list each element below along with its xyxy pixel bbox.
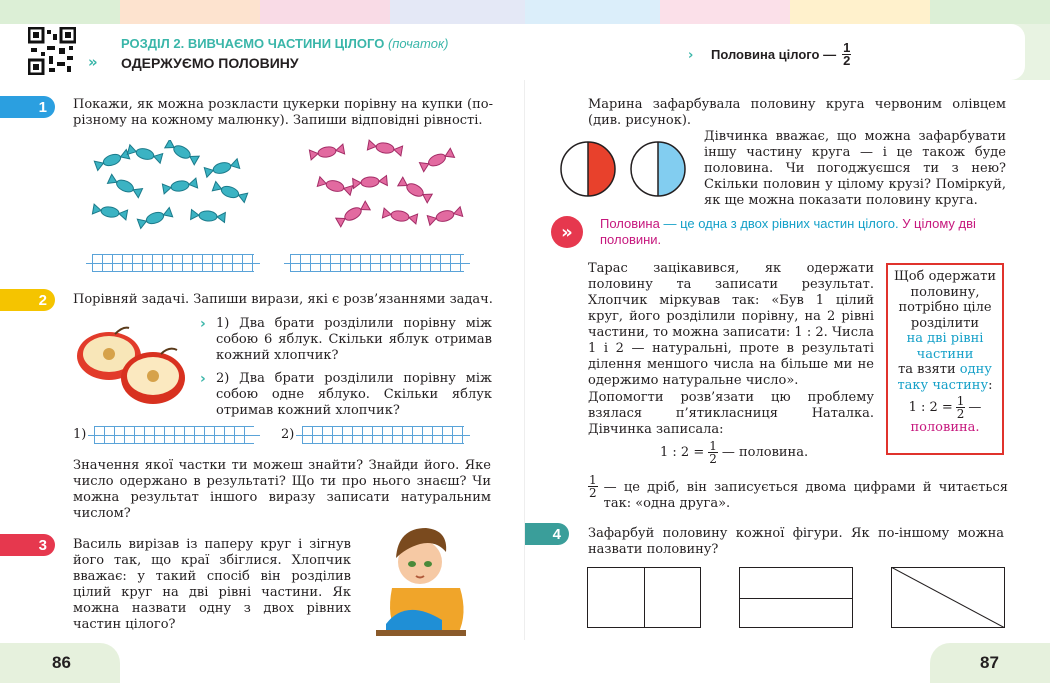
task-4-number: 4 — [552, 525, 561, 543]
rule-line-1: Щоб одержати половину, потрібно ціле розділити — [893, 269, 997, 331]
eq-right: — половина. — [721, 444, 809, 460]
eq-fraction — [708, 440, 718, 465]
definition-tail: У цілому дві половини. — [600, 216, 976, 247]
top-band-5 — [525, 0, 660, 24]
taras-text: Тарас зацікавився, як одержати половину та записати результат. Хлопчик міркував так: «Був 1 цілий круг, його розділили порівну, на 2 рівні частини, то можна записати: 1 : 2. Числа 1 і 2 — натуральні, проте в результаті ділення меншого числа на більше ми не одержимо натуральне число». — [588, 261, 874, 388]
shape-square-vertical[interactable] — [587, 567, 701, 628]
definition-icon: » — [551, 216, 583, 248]
grid-label-1: 1) — [73, 427, 87, 442]
right-page-number: 87 — [980, 653, 999, 672]
boy-illustration — [372, 518, 470, 636]
top-band-1 — [0, 0, 120, 24]
horizontal-divider — [740, 598, 852, 599]
task-2-problem-2: 2) Два брати розділили порівну між собою одне яблуко. Скільки яблук отримав кожний хлопчик? — [216, 371, 492, 418]
chevron-icon-p1: › — [200, 316, 206, 332]
top-band-7 — [790, 0, 930, 24]
shape-square-horizontal[interactable] — [739, 567, 853, 628]
rule-eq: 1 : 2 = — [908, 399, 953, 415]
blue-half-circle — [629, 140, 687, 198]
section-title — [121, 36, 448, 51]
qr-code-icon — [28, 27, 76, 75]
task-2-marker — [0, 289, 55, 311]
double-chevron-icon: » — [88, 53, 98, 71]
header-frac-den: 2 — [843, 53, 851, 68]
chevron-icon: › — [688, 48, 694, 63]
vertical-divider — [644, 568, 645, 627]
right-header-title — [711, 42, 851, 67]
pink-candies-illustration — [305, 138, 465, 230]
explain-fraction — [588, 474, 598, 499]
grid-label-2: 2) — [281, 427, 295, 442]
rule-take: та взяти — [898, 362, 956, 377]
answer-grid-2b[interactable] — [302, 426, 464, 444]
task-4-marker — [525, 523, 569, 545]
answer-grid-2a[interactable] — [94, 426, 254, 444]
header-fraction — [842, 42, 851, 67]
top-band-6 — [660, 0, 790, 24]
task-1-number: 1 — [38, 98, 47, 116]
explain-num: 1 — [589, 473, 597, 487]
marina-text: Марина зафарбувала половину круга червоним олівцем (див. рисунок). — [588, 97, 1006, 128]
fraction-explanation — [588, 472, 1008, 512]
section-note: (початок) — [387, 36, 449, 51]
red-half-circle — [559, 140, 617, 198]
answer-grid-1a[interactable] — [92, 254, 254, 272]
task-1-marker — [0, 96, 55, 118]
section-title-text: РОЗДІЛ 2. ВИВЧАЄМО ЧАСТИНИ ЦІЛОГО — [121, 36, 385, 51]
rule-num: 1 — [956, 394, 965, 408]
eq-den: 2 — [709, 452, 717, 466]
rule-equation — [892, 395, 998, 420]
chevron-icon-p2: › — [200, 371, 206, 387]
explain-text: — це дріб, він записується двома цифрами й читається так: «одна друга». — [603, 480, 1008, 511]
definition-body: — це одна з двох рівних частин цілого. — [663, 216, 899, 231]
top-band-3 — [260, 0, 390, 24]
apples-illustration — [75, 326, 190, 408]
answer-grid-1b[interactable] — [290, 254, 464, 272]
natalka-text: Допомогти розв’язати цю проблему взялася п’ятикласниця Наталка. Дівчинка записала: — [588, 390, 874, 437]
lesson-title: ОДЕРЖУЄМО ПОЛОВИНУ — [121, 55, 299, 71]
natalka-equation — [660, 440, 808, 465]
task-2-number: 2 — [38, 291, 47, 309]
task-2-question: Значення якої частки ти можеш знайти? Знайди його. Яке число одержано в результаті? Що ти про нього знаєш? Чи можна результат іншого виразу записати натуральним числом? — [73, 458, 491, 521]
definition — [600, 216, 990, 248]
page-gutter — [524, 80, 525, 640]
top-band-2 — [120, 0, 260, 24]
task-4-text: Зафарбуй половину кожної фігури. Як по-іншому можна назвати половину? — [588, 526, 1004, 557]
eq-left: 1 : 2 = — [660, 444, 705, 460]
header-panel — [0, 24, 1025, 80]
task-1-text: Покажи, як можна розкласти цукерки порівну на купки (по-різному на кожному малюнку). Запиши відповідні рівності. — [73, 97, 493, 128]
right-header-text: Половина цілого — — [711, 47, 837, 62]
top-band-4 — [390, 0, 525, 24]
task-2-intro: Порівняй задачі. Запиши вирази, які є розв’язаннями задач. — [73, 292, 493, 307]
task-3-text: Василь вирізав із паперу круг і зігнув його так, що краї збіглися. Хлопчик вважає: у такий спосіб він розділив цілий круг на дві рівні частини. Як можна назвати одну з двох рівних частин цілого? — [73, 537, 351, 632]
rule-box — [886, 263, 1004, 455]
girl-text: Дівчинка вважає, що можна зафарбувати іншу частину круга — і це також буде половина. Чи погоджуєшся ти з нею? Скільки половин у цілому крузі? Поміркуй, як ще можна показати половину круга. — [704, 129, 1006, 208]
rule-cyan-1: на дві рівні частини — [906, 331, 984, 362]
rule-colon: : — [988, 377, 993, 393]
eq-num: 1 — [709, 439, 717, 453]
left-page-number: 86 — [52, 653, 71, 672]
rule-fraction — [956, 395, 966, 420]
top-band-8 — [930, 0, 1050, 24]
shape-square-diagonal[interactable] — [891, 567, 1005, 628]
rule-den: 2 — [956, 407, 965, 421]
definition-term: Половина — [600, 216, 660, 231]
rule-line-2 — [892, 362, 998, 393]
explain-den: 2 — [589, 486, 597, 500]
rule-half: половина. — [910, 420, 980, 435]
blue-candies-illustration — [90, 140, 250, 232]
task-3-number: 3 — [38, 536, 47, 554]
task-2-problem-1: 1) Два брати розділили порівну між собою 6 яблук. Скільки яблук отримав кожний хлопчик? — [216, 316, 492, 363]
rule-cyan-2: одну таку частину — [897, 362, 992, 393]
rule-dash: — — [968, 399, 982, 415]
task-3-marker — [0, 534, 55, 556]
header-frac-num: 1 — [843, 40, 851, 55]
